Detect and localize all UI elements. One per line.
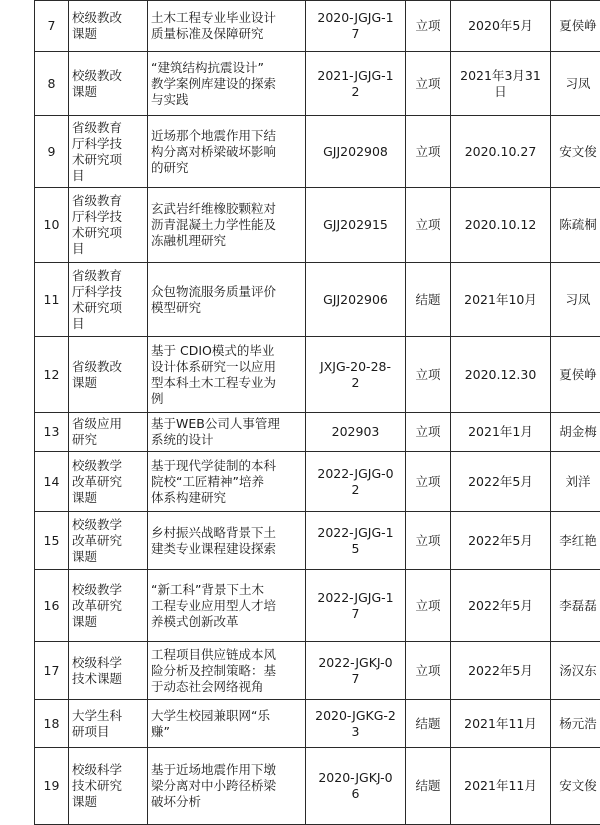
project-code-cell xyxy=(306,1,406,52)
project-code-cell xyxy=(306,188,406,263)
project-title-cell xyxy=(148,642,306,700)
project-status: 立项 xyxy=(409,533,447,549)
project-lead-cell xyxy=(551,748,600,825)
project-status: 立项 xyxy=(409,217,447,233)
project-code-cell xyxy=(306,263,406,337)
row-number: 7 xyxy=(38,18,65,34)
row-number-cell xyxy=(35,512,69,570)
project-code: 2022-JGJG-1 5 xyxy=(309,525,402,557)
project-lead: 李磊磊 xyxy=(554,598,600,614)
project-title: 基于WEB公司人事管理 系统的设计 xyxy=(151,416,302,448)
project-date-cell xyxy=(451,52,551,116)
project-status: 立项 xyxy=(409,598,447,614)
project-lead: 夏侯峥 xyxy=(554,367,600,383)
project-lead: 安文俊 xyxy=(554,144,600,160)
row-number: 13 xyxy=(38,424,65,440)
project-title-cell xyxy=(148,748,306,825)
project-date: 2021年11月 xyxy=(454,716,547,732)
table-row xyxy=(35,642,600,700)
project-status: 立项 xyxy=(409,663,447,679)
project-lead: 习凤 xyxy=(554,76,600,92)
project-lead: 杨元浩 xyxy=(554,716,600,732)
row-number-cell xyxy=(35,116,69,188)
project-title-cell xyxy=(148,1,306,52)
project-date-cell xyxy=(451,512,551,570)
project-status: 结题 xyxy=(409,716,447,732)
project-date-cell xyxy=(451,188,551,263)
project-status-cell xyxy=(406,700,451,748)
project-title: 工程项目供应链成本风 险分析及控制策略：基 于动态社会网络视角 xyxy=(151,647,302,695)
project-lead: 陈疏桐 xyxy=(554,217,600,233)
project-lead: 习凤 xyxy=(554,292,600,308)
row-number: 17 xyxy=(38,663,65,679)
project-title: 众包物流服务质量评价 模型研究 xyxy=(151,284,302,316)
project-status-cell xyxy=(406,52,451,116)
table-row xyxy=(35,263,600,337)
project-type-cell xyxy=(69,413,148,452)
project-title: 玄武岩纤维橡胶颗粒对 沥青混凝土力学性能及 冻融机理研究 xyxy=(151,201,302,249)
row-number-cell xyxy=(35,570,69,642)
project-lead-cell xyxy=(551,337,600,413)
project-status: 结题 xyxy=(409,778,447,794)
project-title: “新工科”背景下土木 工程专业应用型人才培 养模式创新改革 xyxy=(151,582,302,630)
project-title-cell xyxy=(148,263,306,337)
project-date-cell xyxy=(451,1,551,52)
project-code: JXJG-20-28- 2 xyxy=(309,359,402,391)
row-number: 16 xyxy=(38,598,65,614)
project-date-cell xyxy=(451,337,551,413)
project-title-cell xyxy=(148,452,306,512)
project-type-cell xyxy=(69,452,148,512)
project-status-cell xyxy=(406,748,451,825)
project-type: 校级教改 课题 xyxy=(72,10,144,42)
row-number: 11 xyxy=(38,292,65,308)
project-status: 立项 xyxy=(409,18,447,34)
table-row xyxy=(35,116,600,188)
project-date-cell xyxy=(451,263,551,337)
project-date: 2022年5月 xyxy=(454,598,547,614)
project-lead: 夏侯峥 xyxy=(554,18,600,34)
project-code: 2021-JGJG-1 2 xyxy=(309,68,402,100)
project-status: 立项 xyxy=(409,424,447,440)
project-lead: 安文俊 xyxy=(554,778,600,794)
row-number-cell xyxy=(35,642,69,700)
project-date: 2022年5月 xyxy=(454,533,547,549)
table-row xyxy=(35,700,600,748)
project-title: 基于现代学徒制的本科 院校“工匠精神”培养 体系构建研究 xyxy=(151,458,302,506)
project-title: 近场那个地震作用下结 构分离对桥梁破坏影响 的研究 xyxy=(151,128,302,176)
row-number-cell xyxy=(35,1,69,52)
project-code: 202903 xyxy=(309,424,402,440)
table-row xyxy=(35,1,600,52)
project-type-cell xyxy=(69,52,148,116)
row-number: 8 xyxy=(38,76,65,92)
project-type: 省级教育 厅科学技 术研究项 目 xyxy=(72,268,144,332)
project-type-cell xyxy=(69,512,148,570)
row-number-cell xyxy=(35,413,69,452)
project-status-cell xyxy=(406,512,451,570)
project-lead-cell xyxy=(551,700,600,748)
project-status-cell xyxy=(406,337,451,413)
project-title: 基于近场地震作用下墩 梁分离对中小跨径桥梁 破坏分析 xyxy=(151,762,302,810)
project-title-cell xyxy=(148,337,306,413)
row-number: 9 xyxy=(38,144,65,160)
project-lead-cell xyxy=(551,642,600,700)
project-type-cell xyxy=(69,1,148,52)
row-number-cell xyxy=(35,748,69,825)
table-body xyxy=(35,1,600,825)
project-title: 基于 CDIO模式的毕业 设计体系研究一以应用 型本科土木工程专业为 例 xyxy=(151,343,302,407)
project-type: 大学生科 研项目 xyxy=(72,708,144,740)
row-number-cell xyxy=(35,700,69,748)
project-type: 校级教改 课题 xyxy=(72,68,144,100)
project-code: 2022-JGJG-1 7 xyxy=(309,590,402,622)
project-lead: 汤汉东 xyxy=(554,663,600,679)
project-code-cell xyxy=(306,512,406,570)
project-date: 2022年5月 xyxy=(454,663,547,679)
row-number-cell xyxy=(35,337,69,413)
project-type: 校级教学 改革研究 课题 xyxy=(72,582,144,630)
project-type: 省级应用 研究 xyxy=(72,416,144,448)
project-type: 校级教学 改革研究 课题 xyxy=(72,517,144,565)
project-type: 校级教学 改革研究 课题 xyxy=(72,458,144,506)
project-type-cell xyxy=(69,700,148,748)
row-number-cell xyxy=(35,452,69,512)
project-date-cell xyxy=(451,116,551,188)
table-row xyxy=(35,748,600,825)
project-code-cell xyxy=(306,452,406,512)
project-type-cell xyxy=(69,116,148,188)
project-type-cell xyxy=(69,188,148,263)
project-code-cell xyxy=(306,413,406,452)
project-title-cell xyxy=(148,413,306,452)
table-row xyxy=(35,188,600,263)
project-lead-cell xyxy=(551,452,600,512)
row-number: 10 xyxy=(38,217,65,233)
project-title: 乡村振兴战略背景下土 建类专业课程建设探索 xyxy=(151,525,302,557)
project-code: GJJ202915 xyxy=(309,217,402,233)
project-date-cell xyxy=(451,642,551,700)
project-date: 2021年10月 xyxy=(454,292,547,308)
project-status-cell xyxy=(406,1,451,52)
project-date: 2021年3月31日 xyxy=(454,68,547,100)
project-date: 2021年11月 xyxy=(454,778,547,794)
project-title: 大学生校园兼职网“乐 赚” xyxy=(151,708,302,740)
project-status-cell xyxy=(406,263,451,337)
project-title-cell xyxy=(148,116,306,188)
table-row xyxy=(35,570,600,642)
project-code: 2020-JGKG-2 3 xyxy=(309,708,402,740)
row-number-cell xyxy=(35,263,69,337)
project-type: 省级教育 厅科学技 术研究项 目 xyxy=(72,120,144,184)
project-lead-cell xyxy=(551,116,600,188)
row-number-cell xyxy=(35,188,69,263)
project-code-cell xyxy=(306,748,406,825)
project-date: 2020.10.12 xyxy=(454,217,547,233)
row-number: 12 xyxy=(38,367,65,383)
project-type-cell xyxy=(69,570,148,642)
project-date: 2021年1月 xyxy=(454,424,547,440)
project-lead-cell xyxy=(551,188,600,263)
project-status-cell xyxy=(406,642,451,700)
project-type: 校级科学 技术课题 xyxy=(72,655,144,687)
project-lead: 胡金梅 xyxy=(554,424,600,440)
table-row xyxy=(35,52,600,116)
project-date: 2022年5月 xyxy=(454,474,547,490)
table-row xyxy=(35,512,600,570)
row-number: 14 xyxy=(38,474,65,490)
project-status: 立项 xyxy=(409,474,447,490)
project-code: GJJ202906 xyxy=(309,292,402,308)
project-type-cell xyxy=(69,263,148,337)
project-code-cell xyxy=(306,570,406,642)
project-lead-cell xyxy=(551,1,600,52)
row-number: 15 xyxy=(38,533,65,549)
row-number-cell xyxy=(35,52,69,116)
project-type: 省级教育 厅科学技 术研究项 目 xyxy=(72,193,144,257)
project-lead-cell xyxy=(551,413,600,452)
project-status-cell xyxy=(406,188,451,263)
project-date-cell xyxy=(451,452,551,512)
project-code-cell xyxy=(306,642,406,700)
project-status: 立项 xyxy=(409,76,447,92)
project-code: 2020-JGJG-1 7 xyxy=(309,10,402,42)
project-date-cell xyxy=(451,570,551,642)
project-table xyxy=(34,0,600,825)
project-lead-cell xyxy=(551,263,600,337)
project-code: GJJ202908 xyxy=(309,144,402,160)
project-status-cell xyxy=(406,116,451,188)
project-status: 立项 xyxy=(409,144,447,160)
project-lead: 李红艳 xyxy=(554,533,600,549)
project-date-cell xyxy=(451,748,551,825)
project-status-cell xyxy=(406,413,451,452)
project-date: 2020.10.27 xyxy=(454,144,547,160)
project-title: “建筑结构抗震设计” 教学案例库建设的探索 与实践 xyxy=(151,60,302,108)
project-code-cell xyxy=(306,700,406,748)
project-date: 2020年5月 xyxy=(454,18,547,34)
project-title-cell xyxy=(148,188,306,263)
project-lead-cell xyxy=(551,512,600,570)
table-row xyxy=(35,413,600,452)
table-row xyxy=(35,452,600,512)
project-type: 校级科学 技术研究 课题 xyxy=(72,762,144,810)
project-type-cell xyxy=(69,337,148,413)
row-number: 19 xyxy=(38,778,65,794)
project-title: 土木工程专业毕业设计 质量标准及保障研究 xyxy=(151,10,302,42)
row-number: 18 xyxy=(38,716,65,732)
project-code-cell xyxy=(306,337,406,413)
project-code: 2022-JGJG-0 2 xyxy=(309,466,402,498)
project-code-cell xyxy=(306,52,406,116)
project-status-cell xyxy=(406,452,451,512)
project-status: 立项 xyxy=(409,367,447,383)
project-code: 2020-JGKJ-0 6 xyxy=(309,770,402,802)
project-title-cell xyxy=(148,52,306,116)
project-title-cell xyxy=(148,700,306,748)
project-date: 2020.12.30 xyxy=(454,367,547,383)
project-title-cell xyxy=(148,512,306,570)
project-code-cell xyxy=(306,116,406,188)
project-status: 结题 xyxy=(409,292,447,308)
project-lead: 刘洋 xyxy=(554,474,600,490)
project-code: 2022-JGKJ-0 7 xyxy=(309,655,402,687)
project-lead-cell xyxy=(551,570,600,642)
project-lead-cell xyxy=(551,52,600,116)
project-date-cell xyxy=(451,700,551,748)
project-status-cell xyxy=(406,570,451,642)
project-title-cell xyxy=(148,570,306,642)
table-row xyxy=(35,337,600,413)
project-type-cell xyxy=(69,642,148,700)
project-type-cell xyxy=(69,748,148,825)
project-type: 省级教改 课题 xyxy=(72,359,144,391)
project-date-cell xyxy=(451,413,551,452)
